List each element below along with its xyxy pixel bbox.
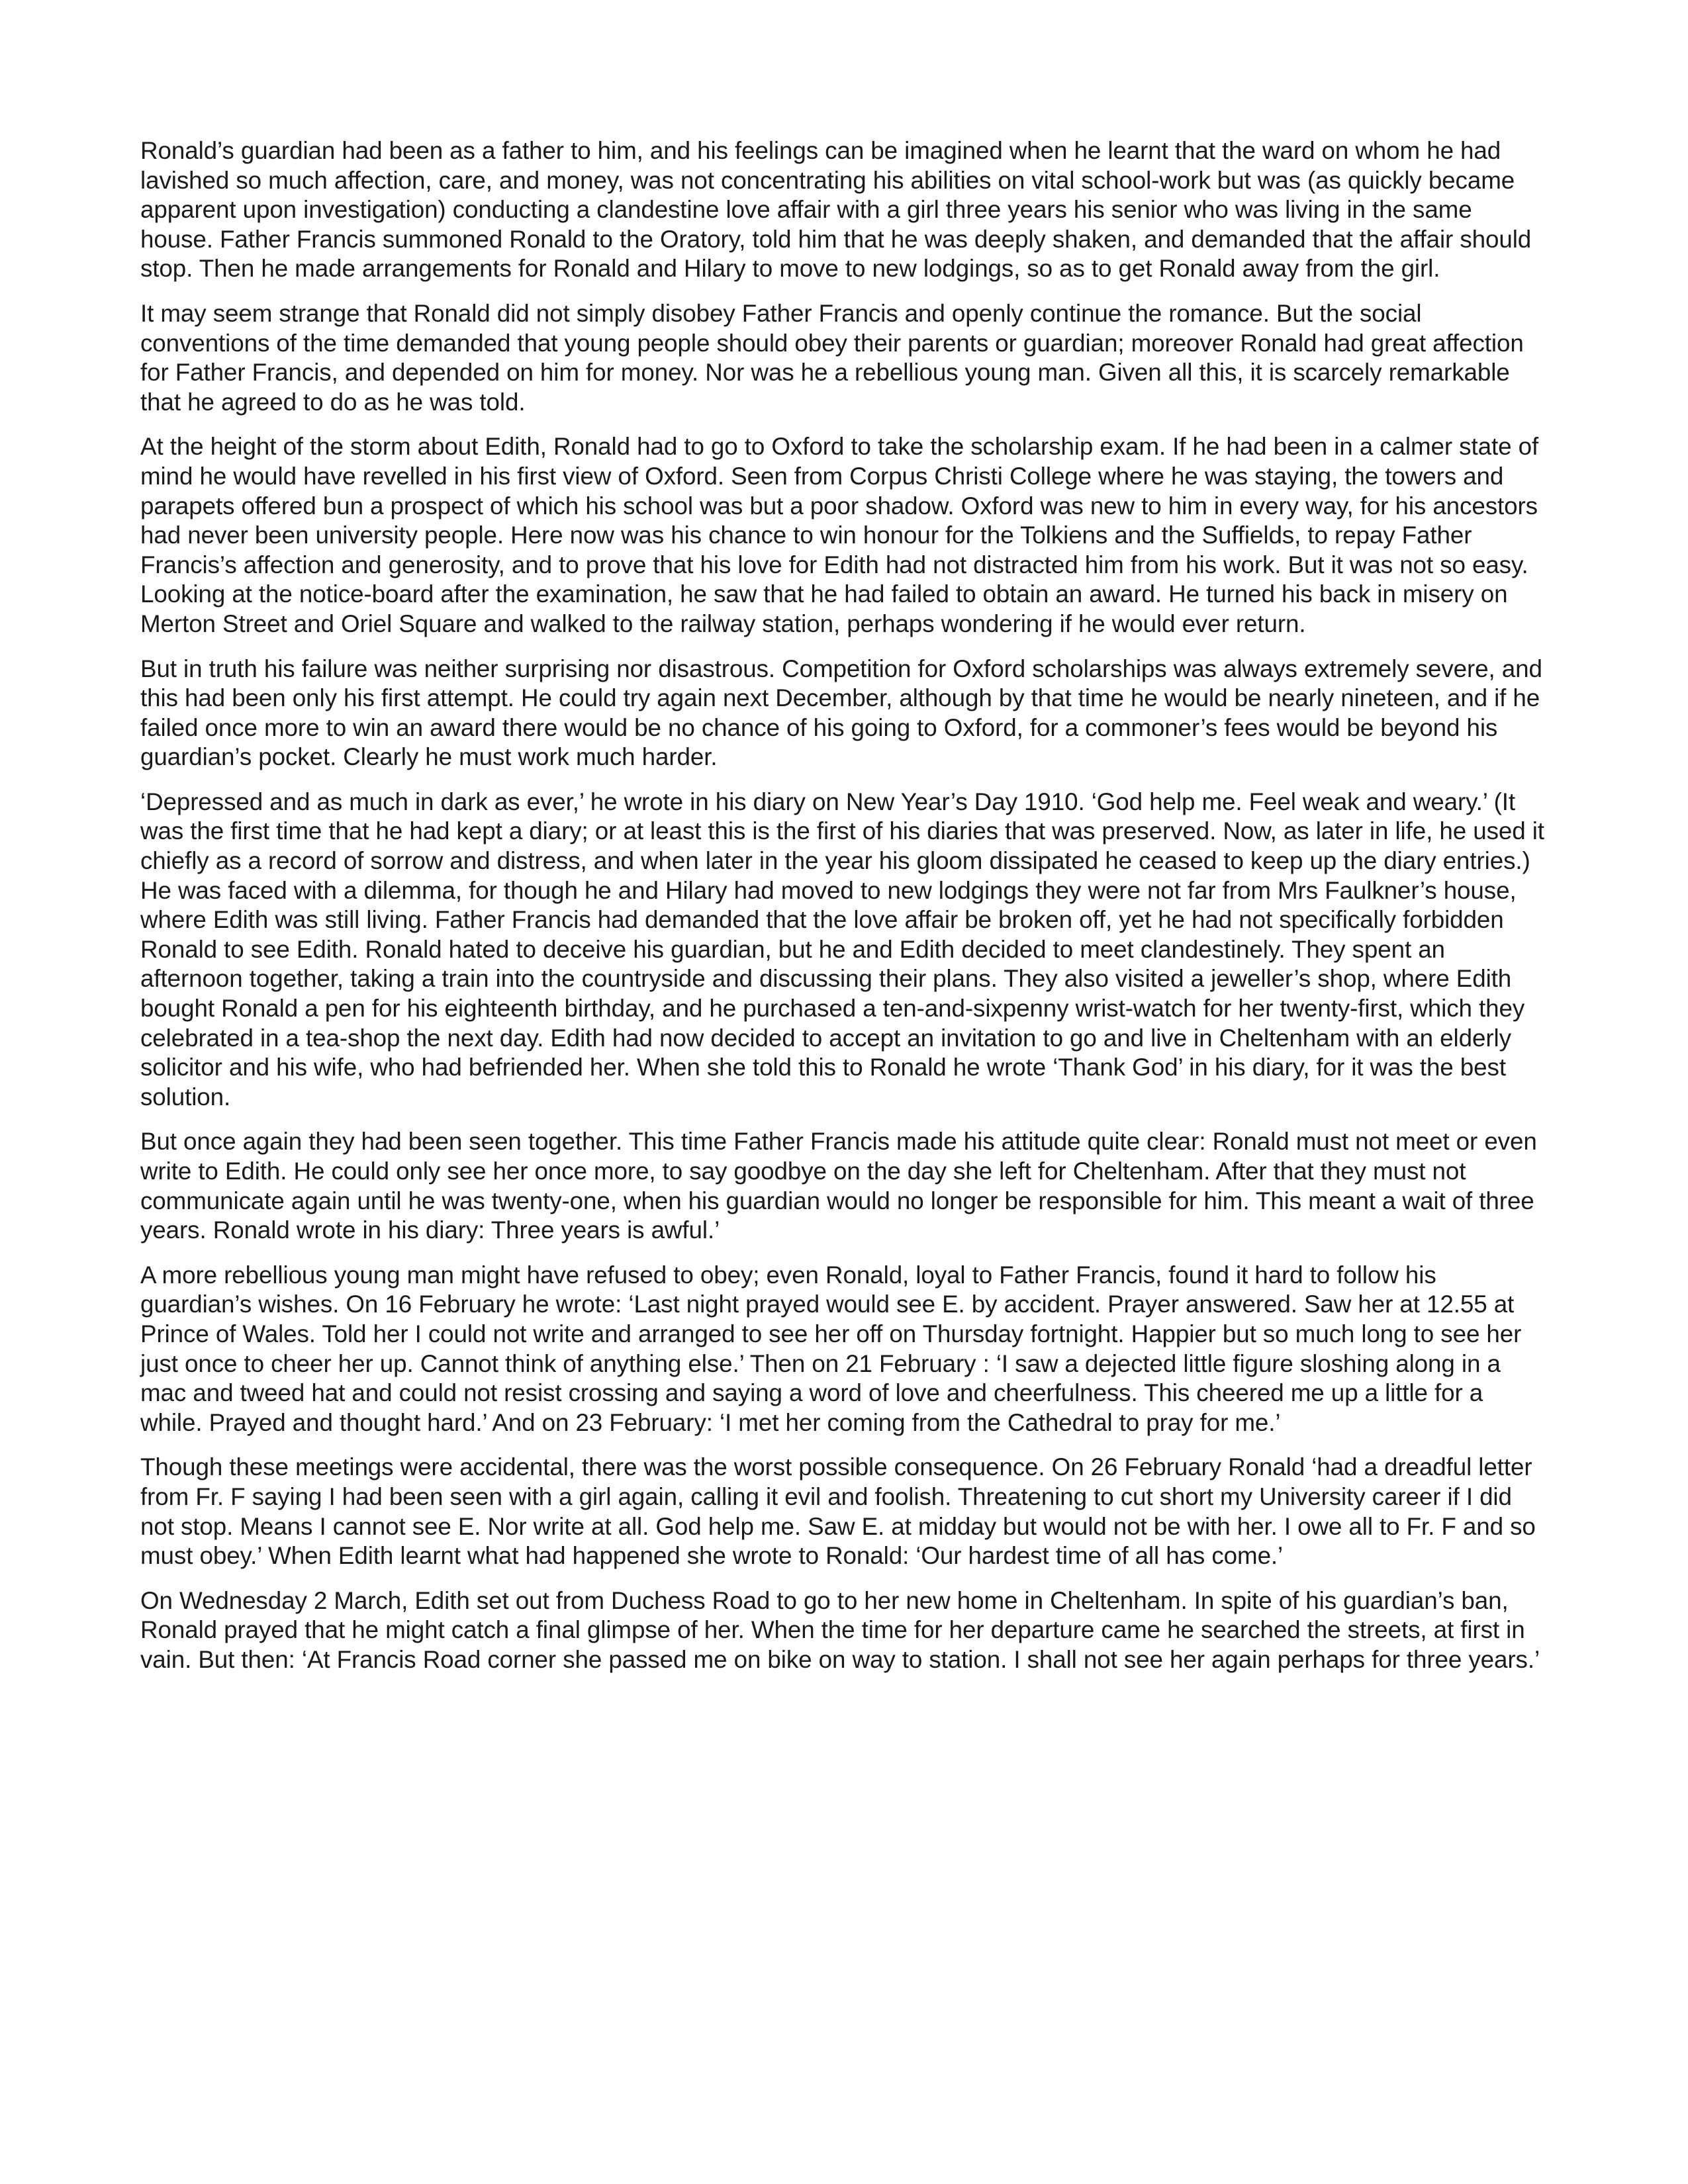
paragraph-2: It may seem strange that Ronald did not simply disobey Father Francis and openly continue the romance. But the social conventions of the time demanded that young people should obey their parents or guardian; moreover Ronald had great affection for Father Francis, and depended on him for money. Nor was he a rebellious young man. Given all this, it is scarcely remarkable that he agreed to do as he was told.: [140, 299, 1524, 416]
paragraph-7: A more rebellious young man might have refused to obey; even Ronald, loyal to Father Francis, found it hard to follow his guardian’s wishes. On 16 February he wrote: ‘Last night prayed would see E. by accident. Prayer answered. Saw her at 12.55 at Prince of Wales. Told her I could not write and arranged to see her off on Thursday fortnight. Happier but so much long to see her just once to cheer her up. Cannot think of anything else.’ Then on 21 February : ‘I saw a dejected little figure sloshing along in a mac and tweed hat and could not resist crossing and saying a word of love and cheerfulness. This cheered me up a little for a while. Prayed and thought hard.’ And on 23 February: ‘I met her coming from the Cathedral to pray for me.’: [140, 1261, 1522, 1436]
paragraph-4: But in truth his failure was neither surprising nor disastrous. Competition for Oxford scholarships was always extremely severe, and this had been only his first attempt. He could try again next December, although by that time he would be nearly nineteen, and if he failed once more to win an award there would be no chance of his going to Oxford, for a commoner’s fees would be beyond his guardian’s pocket. Clearly he must work much harder.: [140, 655, 1542, 771]
paragraph-6: But once again they had been seen together. This time Father Francis made his attitude quite clear: Ronald must not meet or even write to Edith. He could only see her once more, to say goodbye on the day she left for Cheltenham. After that they must not communicate again until he was twenty-one, when his guardian would no longer be responsible for him. This meant a wait of three years. Ronald wrote in his diary: Three years is awful.’: [140, 1128, 1537, 1244]
paragraph-9: On Wednesday 2 March, Edith set out from Duchess Road to go to her new home in Cheltenham. In spite of his guardian’s ban, Ronald prayed that he might catch a final glimpse of her. When the time for her departure came he searched the streets, at first in vain. But then: ‘At Francis Road corner she passed me on bike on way to station. I shall not see her again perhaps for three years.’: [140, 1586, 1540, 1673]
paragraph-1: Ronald’s guardian had been as a father to him, and his feelings can be imagined when he learnt that the ward on whom he had lavished so much affection, care, and money, was not concentrating his abilities on vital school-work but was (as quickly became apparent upon investigation) conducting a clandestine love affair with a girl three years his senior who was living in the same house. Father Francis summoned Ronald to the Oratory, told him that he was deeply shaken, and demanded that the affair should stop. Then he made arrangements for Ronald and Hilary to move to new lodgings, so as to get Ronald away from the girl.: [140, 137, 1532, 283]
paragraph-5: ‘Depressed and as much in dark as ever,’ he wrote in his diary on New Year’s Day 1910. ‘God help me. Feel weak and weary.’ (It was the first time that he had kept a diary; or at least this is the first of his diaries that was preserved. Now, as later in life, he used it chiefly as a record of sorrow and distress, and when later in the year his gloom dissipated he ceased to keep up the diary entries.) He was faced with a dilemma, for though he and Hilary had moved to new lodgings they were not far from Mrs Faulkner’s house, where Edith was still living. Father Francis had demanded that the love affair be broken off, yet he had not specifically forbidden Ronald to see Edith. Ronald hated to deceive his guardian, but he and Edith decided to meet clandestinely. They spent an afternoon together, taking a train into the countryside and discussing their plans. They also visited a jeweller’s shop, where Edith bought Ronald a pen for his eighteenth birthday, and he purchased a ten-and-sixpenny wrist-watch for her twenty-first, which they celebrated in a tea-shop the next day. Edith had now decided to accept an invitation to go and live in Cheltenham with an elderly solicitor and his wife, who had befriended her. When she told this to Ronald he wrote ‘Thank God’ in his diary, for it was the best solution.: [140, 788, 1544, 1111]
paragraph-8: Though these meetings were accidental, there was the worst possible consequence. On 26 February Ronald ‘had a dreadful letter from Fr. F saying I had been seen with a girl again, calling it evil and foolish. Threatening to cut short my University career if I did not stop. Means I cannot see E. Nor write at all. God help me. Saw E. at midday but would not be with her. I owe all to Fr. F and so must obey.’ When Edith learnt what had happened she wrote to Ronald: ‘Our hardest time of all has come.’: [140, 1453, 1536, 1570]
paragraph-3: At the height of the storm about Edith, Ronald had to go to Oxford to take the scholarship exam. If he had been in a calmer state of mind he would have revelled in his first view of Oxford. Seen from Corpus Christi College where he was staying, the towers and parapets offered bun a prospect of which his school was but a poor shadow. Oxford was new to him in every way, for his ancestors had never been university people. Here now was his chance to win honour for the Tolkiens and the Suffields, to repay Father Francis’s affection and generosity, and to prove that his love for Edith had not distracted him from his work. But it was not so easy. Looking at the notice-board after the examination, he saw that he had failed to obtain an award. He turned his back in misery on Merton Street and Oriel Square and walked to the railway station, perhaps wondering if he would ever return.: [140, 433, 1539, 637]
document-page: [140, 136, 1549, 1690]
